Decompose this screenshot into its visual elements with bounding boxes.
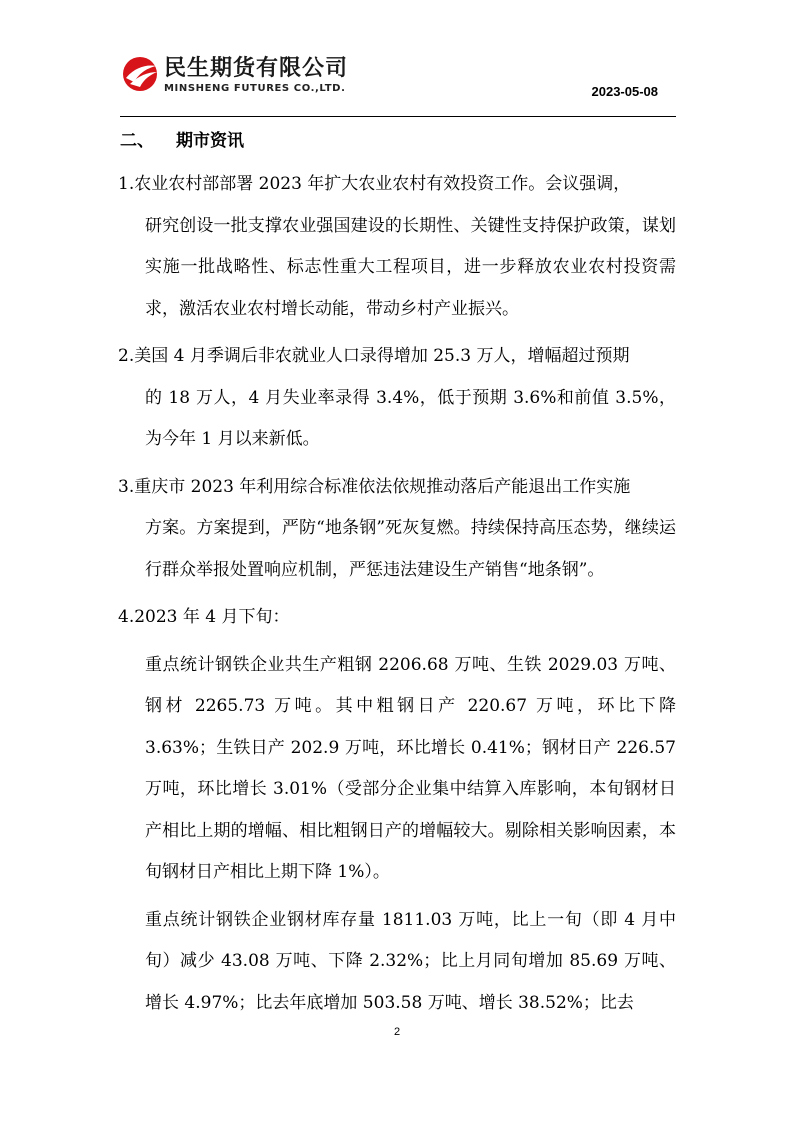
company-name-en: MINSHENG FUTURES CO.,LTD. [164, 83, 346, 94]
section-heading [120, 128, 244, 154]
steel-production-paragraph: 重点统计钢铁企业共生产粗钢 2206.68 万吨、生铁 2029.03 万吨、钢材 2265.73 万吨。其中粗钢日产 220.67 万吨，环比下降 3.63%；生铁日产 202.9 万吨，环比增长 0.41%；钢材日产 226.57 万吨，环比增长 3.01%（受部分企业集中结算入库影响，本旬钢材日产相比上期的增幅、相比粗钢日产的增幅较大。剔除相关影响因素，本旬钢材日产相比上期下降 1%）。 [145, 654, 676, 882]
news-item-lead: 2.美国 4 月季调后非农就业人口录得增加 25.3 万人，增幅超过预期 [118, 346, 630, 366]
news-item-body: 研究创设一批支撑农业强国建设的长期性、关键性支持保护政策，谋划实施一批战略性、标志性重大工程项目，进一步释放农业农村投资需求，激活农业农村增长动能，带动乡村产业振兴。 [145, 215, 676, 319]
section-number: 二、 [120, 131, 154, 151]
minsheng-logo-icon [120, 54, 160, 94]
page-number: 2 [393, 1026, 401, 1038]
news-item-body: 的 18 万人，4 月失业率录得 3.4%，低于预期 3.6%和前值 3.5%，为今年 1 月以来新低。 [145, 387, 676, 449]
company-name-cn: 民生期货有限公司 [164, 56, 349, 81]
company-logo [120, 54, 348, 96]
report-date: 2023-05-08 [591, 84, 658, 99]
news-item-2 [118, 336, 676, 461]
news-item-lead: 1.农业农村部部署 2023 年扩大农业农村有效投资工作。会议强调， [118, 174, 631, 194]
news-item-lead: 3.重庆市 2023 年利用综合标准依法依规推动落后产能退出工作实施 [118, 476, 631, 497]
news-list [118, 164, 676, 1024]
page-header [120, 54, 676, 116]
news-item-3 [118, 467, 676, 592]
steel-inventory-paragraph: 重点统计钢铁企业钢材库存量 1811.03 万吨，比上一旬（即 4 月中旬）减少 43.08 万吨、下降 2.32%；比上月同旬增加 85.69 万吨、增长 4.97%；比去年底增加 503.58 万吨、增长 38.52%；比去 [145, 909, 676, 1013]
news-item-1 [118, 164, 676, 330]
header-divider [120, 116, 676, 117]
news-item-4 [118, 597, 676, 639]
news-item-lead: 4.2023 年 4 月下旬： [118, 607, 290, 627]
news-item-body: 方案。方案提到，严防“地条钢”死灰复燃。持续保持高压态势，继续运行群众举报处置响应机制，严惩违法建设生产销售“地条钢”。 [145, 518, 676, 580]
section-title: 期市资讯 [176, 131, 244, 151]
